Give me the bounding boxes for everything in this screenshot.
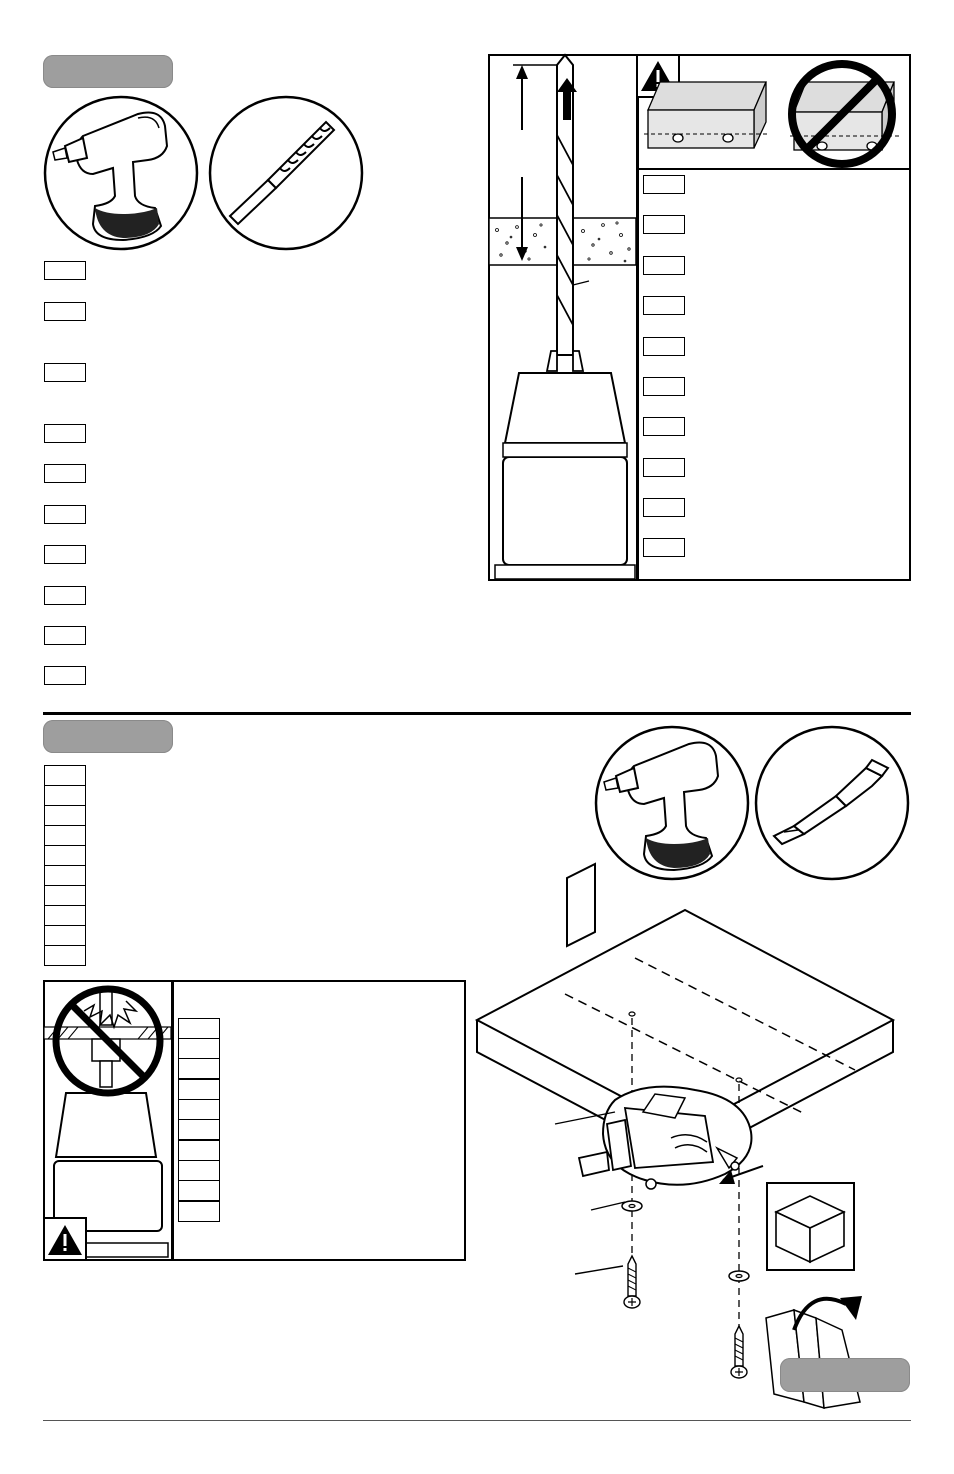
cordless-drill-icon	[43, 96, 203, 256]
overtighten-language-block-1	[178, 1018, 220, 1039]
page-turn-icon	[764, 1290, 864, 1410]
up-arrow-icon	[557, 78, 577, 120]
warning-language-block-1	[643, 175, 685, 194]
section2-language-block-10	[44, 945, 86, 966]
overtighten-language-block-8	[178, 1160, 220, 1181]
section1-label-pill	[43, 55, 173, 88]
section2-label-pill	[43, 720, 173, 753]
warning-language-block-2	[643, 215, 685, 234]
cube-hardware-icon	[772, 1190, 848, 1266]
section2-language-block-2	[44, 785, 86, 806]
warning-icon-2	[48, 1225, 82, 1255]
language-block-4	[44, 424, 86, 443]
drill-bit-depth-illustration	[489, 55, 637, 580]
language-block-5	[44, 464, 86, 483]
section2-language-block-6	[44, 865, 86, 886]
warning-language-block-9	[643, 498, 685, 517]
overtighten-language-block-6	[178, 1119, 220, 1140]
warning-language-block-10	[643, 538, 685, 557]
section-divider	[43, 712, 911, 715]
section2-language-block-5	[44, 845, 86, 866]
language-block-8	[44, 586, 86, 605]
overtighten-language-block-10	[178, 1201, 220, 1222]
prohibited-hole-placement-icon	[782, 58, 904, 170]
overtighten-language-block-7	[178, 1140, 220, 1161]
language-block-9	[44, 626, 86, 645]
overtighten-language-block-4	[178, 1079, 220, 1100]
section2-language-block-4	[44, 825, 86, 846]
screw-icon-2	[729, 1326, 749, 1382]
warning-language-block-4	[643, 296, 685, 315]
overtighten-language-block-9	[178, 1180, 220, 1201]
section2-language-block-8	[44, 905, 86, 926]
correct-hole-placement-icon	[644, 78, 769, 148]
overtighten-language-block-3	[178, 1058, 220, 1079]
language-block-6	[44, 505, 86, 524]
language-block-1	[44, 261, 86, 280]
washer-icon-2	[727, 1269, 751, 1283]
drill-bit-icon	[208, 96, 368, 256]
footer-label-pill	[780, 1358, 910, 1392]
warning-language-block-6	[643, 377, 685, 396]
warning-language-block-3	[643, 256, 685, 275]
warning-language-block-5	[643, 337, 685, 356]
language-block-7	[44, 545, 86, 564]
warning-language-block-7	[643, 417, 685, 436]
section2-language-block-9	[44, 925, 86, 946]
overtighten-language-block-5	[178, 1099, 220, 1120]
warning-language-block-8	[643, 458, 685, 477]
section2-language-block-7	[44, 885, 86, 906]
footer-rule	[43, 1420, 911, 1421]
language-block-2	[44, 302, 86, 321]
screw-icon	[622, 1256, 642, 1312]
language-block-10	[44, 666, 86, 685]
washer-icon	[620, 1199, 644, 1213]
section2-language-block-3	[44, 805, 86, 826]
overtighten-language-block-2	[178, 1038, 220, 1059]
section2-language-block-1	[44, 765, 86, 786]
language-block-3	[44, 363, 86, 382]
